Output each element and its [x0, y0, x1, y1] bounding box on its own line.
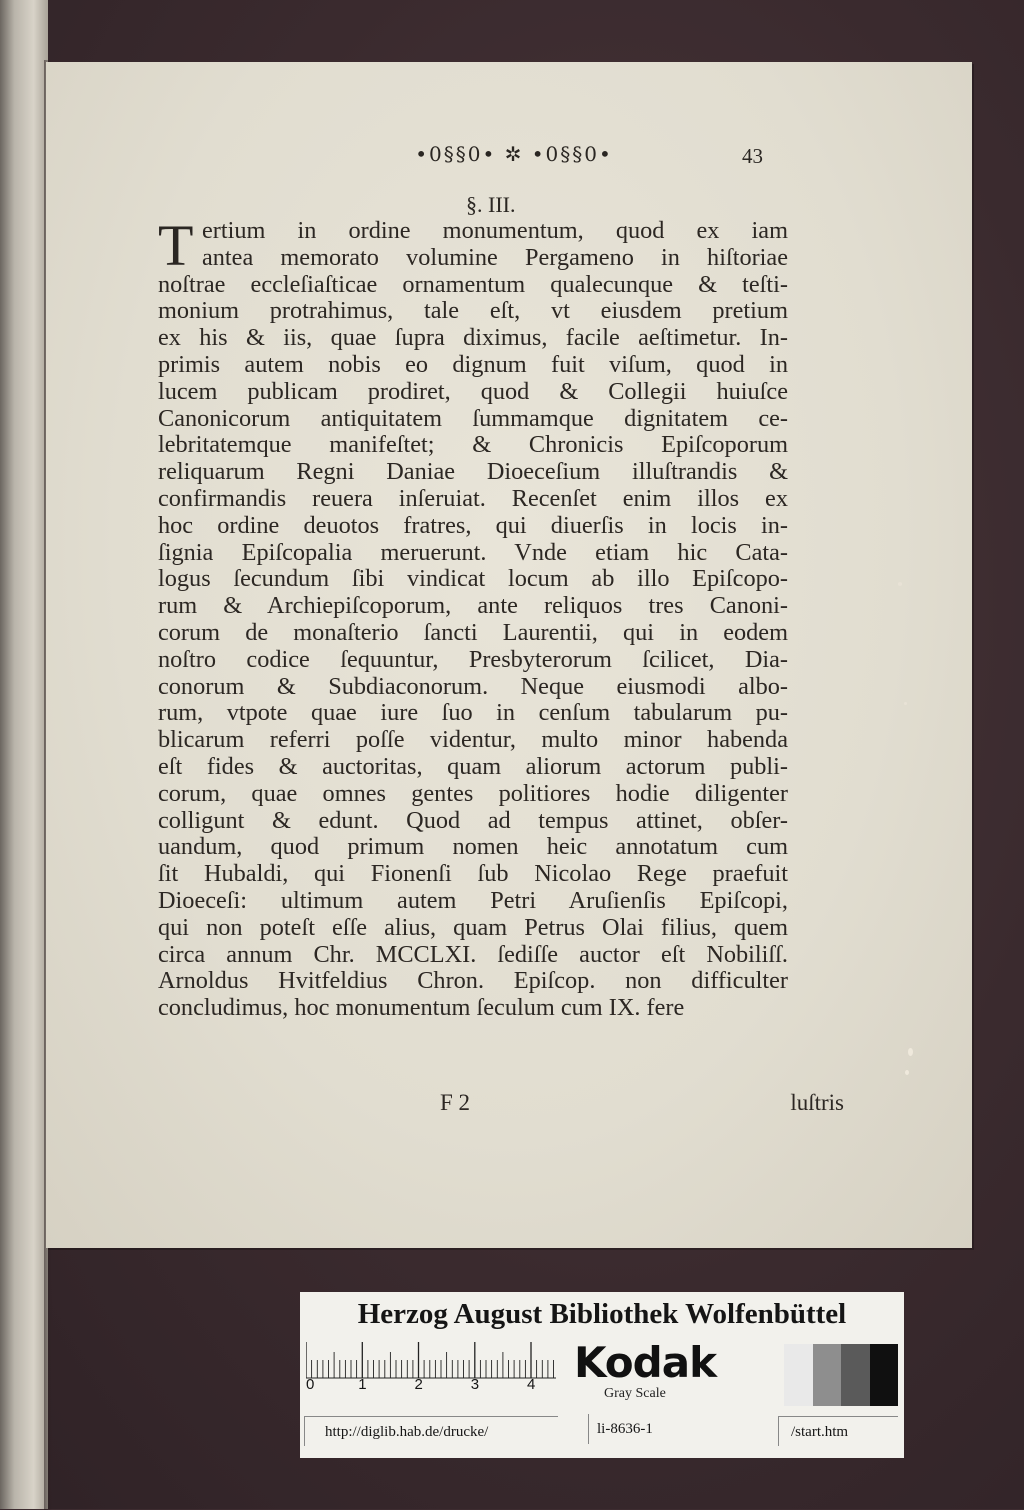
text-line: concludimus, hoc monumentum ſeculum cum IX. fere — [158, 994, 685, 1022]
page-number: 43 — [742, 144, 763, 168]
ruler-label: 1 — [358, 1376, 367, 1393]
text-line: noſtrae eccleſiaſticae ornamentum qualecunque & teſti- — [158, 270, 788, 298]
text-line: conorum & Subdiaconorum. Neque eiusmodi albo- — [158, 672, 788, 700]
text-line: colligunt & edunt. Quod ad tempus attinet, obſer- — [158, 806, 788, 834]
text-line: uandum, quod primum nomen heic annotatum cum — [158, 833, 788, 861]
book-binding-edge — [0, 0, 48, 1509]
book-page — [46, 62, 972, 1248]
text-line: primis autem nobis eo dignum fuit viſum, quod in — [158, 350, 788, 378]
text-line: Dioeceſi: ultimum autem Petri Aruſienſis Epiſcopi, — [158, 886, 788, 914]
color-target-card — [300, 1292, 904, 1458]
kodak-logo: Kodak — [574, 1338, 716, 1387]
measurement-ruler — [306, 1340, 562, 1380]
text-line: noſtro codice ſequuntur, Presbyterorum ſcilicet, Dia- — [158, 645, 788, 673]
gray-scale-label: Gray Scale — [604, 1386, 666, 1401]
ruler-label: 0 — [306, 1376, 315, 1393]
text-line: rum & Archiepiſcoporum, ante reliquos tres Canoni- — [158, 592, 788, 620]
text-line: reliquarum Regni Daniae Dioeceſium illuſtrandis & — [158, 458, 788, 486]
gray-patch — [813, 1344, 842, 1406]
gray-patch — [870, 1344, 899, 1406]
ruler-label: 3 — [470, 1376, 480, 1393]
section-heading: §. III. — [466, 192, 516, 217]
text-line: blicarum referri poſſe videntur, multo minor habenda — [158, 726, 788, 754]
backdrop-speck — [908, 1048, 913, 1056]
text-line: monium protrahimus, tale eſt, vt eiusdem pretium — [158, 297, 788, 325]
text-line: antea memorato volumine Pergameno in hiſtoriae — [202, 243, 788, 271]
text-line: corum de monaſterio ſancti Laurentii, qui in eodem — [158, 618, 788, 646]
text-line: corum, quae omnes gentes politiores hodie diligenter — [158, 779, 788, 807]
drop-cap-initial: T — [158, 213, 194, 278]
ruler-label: 2 — [414, 1376, 423, 1393]
shelf-identifier: li-8636-1 — [588, 1414, 684, 1444]
backdrop-speck — [905, 1070, 909, 1075]
text-line: eſt fides & auctoritas, quam aliorum actorum publi- — [158, 752, 788, 780]
signature-mark: F 2 — [440, 1090, 471, 1115]
body-text — [158, 213, 788, 1022]
ruler-label: 4 — [527, 1376, 536, 1393]
text-line: ſit Hubaldi, qui Fionenſi ſub Nicolao Rege praefuit — [158, 860, 788, 888]
header-ornament: •0§§0• ✲ •0§§0• — [415, 142, 613, 166]
text-line: circa annum Chr. MCCLXI. ſediſſe auctor eſt Nobiliſſ. — [158, 940, 788, 968]
gray-patch — [784, 1344, 813, 1406]
text-line: Arnoldus Hvitfeldius Chron. Epiſcop. non difficulter — [158, 967, 788, 995]
text-line: lucem publicam prodiret, quod & Collegii huiuſce — [158, 377, 788, 405]
ruler-labels — [306, 1376, 562, 1396]
catalog-url: http://diglib.hab.de/drucke/ — [304, 1416, 558, 1446]
catchword: luſtris — [790, 1090, 844, 1115]
start-page-path: /start.htm — [778, 1416, 898, 1446]
page-speck — [898, 582, 902, 586]
text-line: ſignia Epiſcopalia meruerunt. Vnde etiam hic Cata- — [158, 538, 788, 566]
text-line: ex his & iis, quae ſupra diximus, facile aeſtimetur. In- — [158, 324, 788, 352]
text-line: confirmandis reuera inſeruiat. Recenſet enim illos ex — [158, 484, 788, 512]
gray-scale-patches — [784, 1344, 898, 1406]
text-line: hoc ordine deuotos fratres, qui diuerſis in locis in- — [158, 511, 788, 539]
text-line: ertium in ordine monumentum, quod ex iam — [202, 217, 788, 244]
text-line: rum, vtpote quae iure ſuo in cenſum tabularum pu- — [158, 699, 788, 727]
page-speck — [904, 702, 907, 705]
text-line: qui non poteſt eſſe alius, quam Petrus Olai filius, quem — [158, 913, 788, 941]
library-name: Herzog August Bibliothek Wolfenbüttel — [357, 1298, 847, 1330]
text-line: Canonicorum antiquitatem ſummamque dignitatem ce- — [158, 404, 788, 432]
text-line: logus ſecundum ſibi vindicat locum ab illo Epiſcopo- — [158, 565, 788, 593]
gray-patch — [841, 1344, 870, 1406]
text-line: lebritatemque manifeſtet; & Chronicis Epiſcoporum — [158, 431, 788, 459]
